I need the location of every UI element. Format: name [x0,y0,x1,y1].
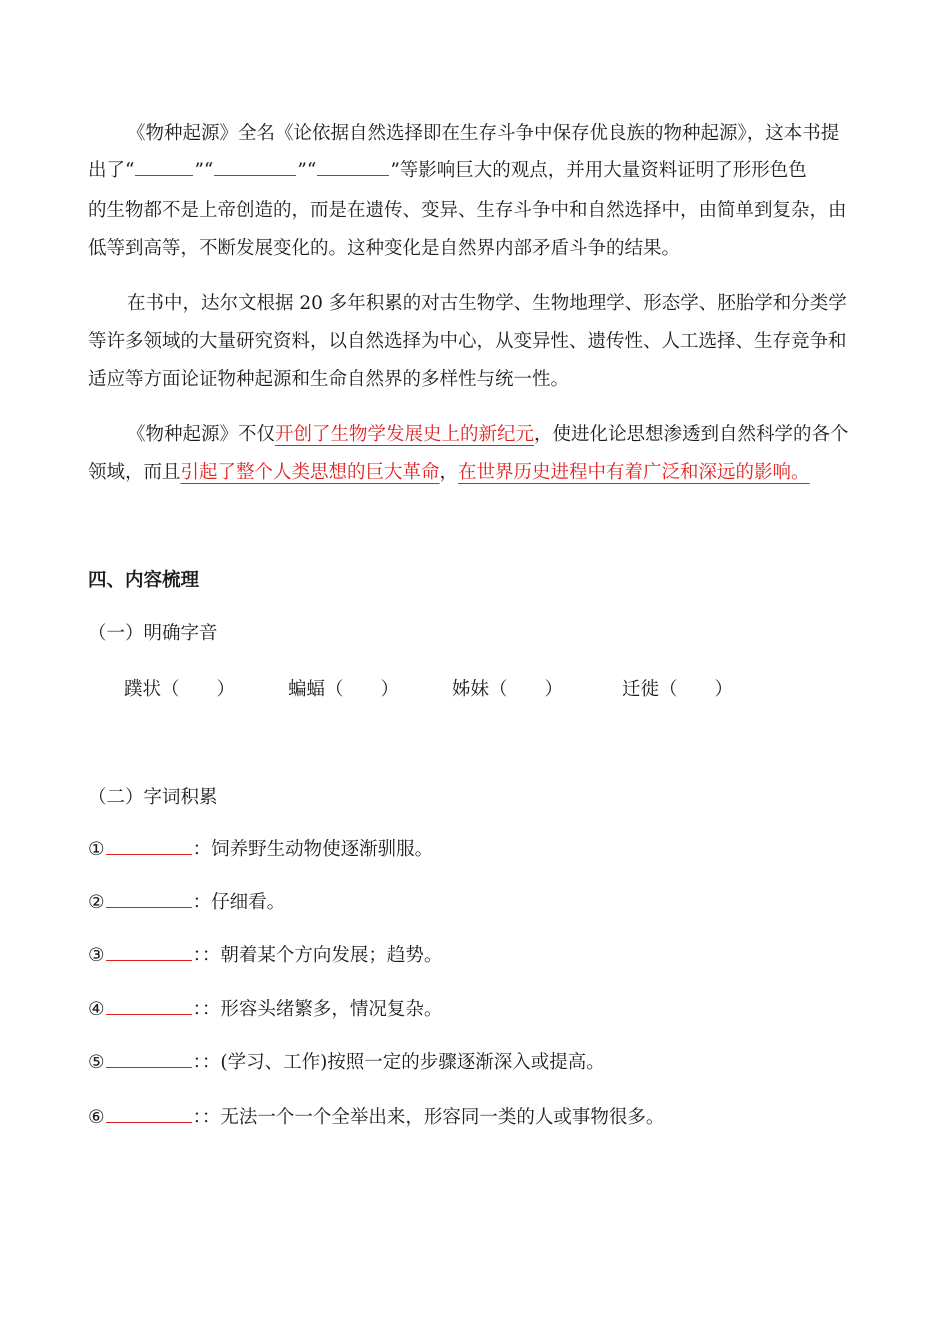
answer-blank[interactable] [317,157,389,176]
text-segment: ”“ [297,160,317,181]
subsection-vocabulary: （二）字词积累 [88,787,218,808]
vocab-number: ① [88,839,105,860]
answer-blank[interactable] [135,157,193,176]
vocab-sep: ：： [192,999,221,1020]
answer-blank[interactable] [106,996,192,1015]
vocab-definition: 仔细看。 [211,892,286,913]
vocab-definition: (学习、工作)按照一定的步骤逐渐深入或提高。 [220,1052,605,1073]
highlighted-answer: 开创了生物学发展史上的新纪元 [275,424,535,445]
text-segment: 领域，而且 [88,462,181,483]
pron-item[interactable]: 蝙蝠（ ） [288,679,400,700]
vocab-definition: 饲养野生动物使逐渐驯服。 [211,839,434,860]
vocab-item [88,836,433,864]
vocab-item [88,1104,664,1132]
text-segment: ， [439,462,459,483]
vocab-sep: ：： [192,945,221,966]
text-segment: ”等影响巨大的观点，并用大量资料证明了形形色色 [390,160,807,181]
intro-p2-line1: 在书中，达尔文根据 20 多年积累的对古生物学、生物地理学、形态学、胚胎学和分类学 [127,293,847,314]
vocab-number: ② [88,892,105,913]
text-segment: 出了“ [88,160,135,181]
vocab-sep: ： [192,839,212,860]
vocab-definition: 朝着某个方向发展；趋势。 [220,945,443,966]
vocab-number: ⑥ [88,1107,105,1128]
intro-p1-line2 [88,157,807,185]
intro-p1-line4: 低等到高等，不断发展变化的。这种变化是自然界内部矛盾斗争的结果。 [88,238,681,259]
vocab-item [88,996,442,1024]
intro-p3-line1 [127,421,849,449]
subsection-pronunciation: （一）明确字音 [88,623,218,644]
answer-blank[interactable] [106,1104,192,1123]
vocab-sep: ： [192,892,212,913]
text-segment: ，使进化论思想渗透到自然科学的各个 [534,424,849,445]
text-segment: ”“ [194,160,214,181]
vocab-definition: 形容头绪繁多，情况复杂。 [220,999,443,1020]
pron-item[interactable]: 迁徙（ ） [622,679,734,700]
vocab-sep: ：： [192,1052,221,1073]
answer-blank[interactable] [106,836,192,855]
vocab-item [88,1049,605,1077]
intro-p2-line2: 等许多领域的大量研究资料，以自然选择为中心，从变异性、遗传性、人工选择、生存竞争和 [88,331,847,352]
pron-item[interactable]: 蹼状（ ） [124,679,236,700]
section-title: 四、内容梳理 [88,570,200,591]
text-segment: 《物种起源》不仅 [127,424,276,445]
vocab-number: ④ [88,999,105,1020]
highlighted-answer: 在世界历史进程中有着广泛和深远的影响。 [458,462,810,483]
vocab-number: ③ [88,945,105,966]
highlighted-answer: 引起了整个人类思想的巨大革命 [180,462,440,483]
intro-p2-line3: 适应等方面论证物种起源和生命自然界的多样性与统一性。 [88,369,570,390]
pron-item[interactable]: 姊妹（ ） [452,679,564,700]
vocab-sep: ：： [192,1107,221,1128]
intro-p3-line2 [88,459,810,487]
answer-blank[interactable] [106,889,192,908]
vocab-item [88,889,285,917]
answer-blank[interactable] [106,1049,192,1068]
intro-p1-line3: 的生物都不是上帝创造的，而是在遗传、变异、生存斗争中和自然选择中，由简单到复杂，由 [88,200,847,221]
intro-p1-line1: 《物种起源》全名《论依据自然选择即在生存斗争中保存优良族的物种起源》，这本书提 [127,123,840,144]
answer-blank[interactable] [106,942,192,961]
vocab-number: ⑤ [88,1052,105,1073]
vocab-definition: 无法一个一个全举出来，形容同一类的人或事物很多。 [220,1107,665,1128]
vocab-item [88,942,442,970]
answer-blank[interactable] [214,157,296,176]
